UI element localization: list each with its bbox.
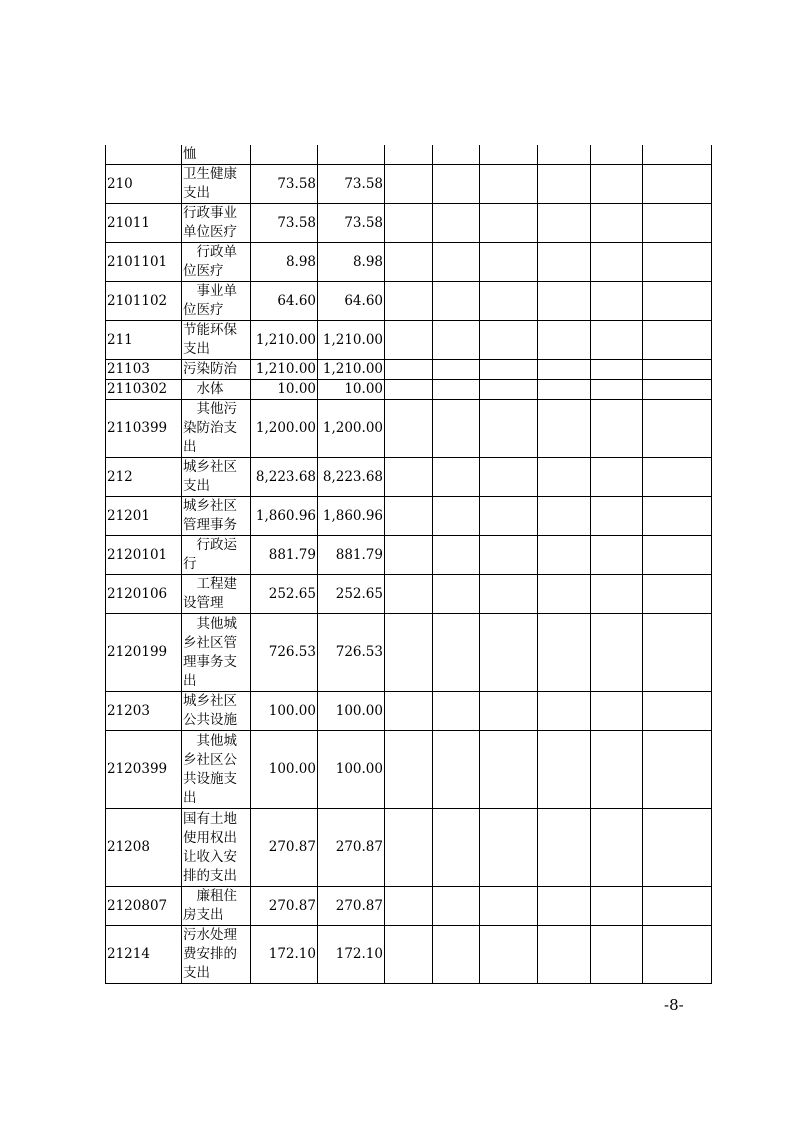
empty-cell [385, 204, 433, 243]
subject-code-cell: 2120199 [106, 614, 182, 692]
subject-code-cell: 210 [106, 165, 182, 204]
page-number: -8- [664, 996, 684, 1014]
table-row [106, 926, 712, 984]
empty-cell [591, 809, 643, 887]
empty-cell [643, 536, 712, 575]
empty-cell [538, 926, 591, 984]
subject-name-text: 水体 [183, 381, 224, 397]
empty-cell [385, 165, 433, 204]
empty-cell [591, 204, 643, 243]
empty-cell [480, 497, 538, 536]
empty-cell [480, 282, 538, 321]
subject-name-text: 事业单位医疗 [183, 283, 237, 318]
table-row [106, 809, 712, 887]
subject-name-cell [182, 887, 251, 926]
subject-code-cell: 21203 [106, 692, 182, 731]
empty-cell [643, 204, 712, 243]
empty-cell [433, 575, 480, 614]
subject-code-cell: 21103 [106, 360, 182, 380]
public-budget-amount-cell: 10.00 [318, 380, 385, 400]
empty-cell [538, 614, 591, 692]
table-row [106, 380, 712, 400]
empty-cell [538, 497, 591, 536]
empty-cell [385, 926, 433, 984]
total-amount-cell: 1,200.00 [251, 400, 318, 458]
empty-cell [538, 243, 591, 282]
subject-code-cell: 2120807 [106, 887, 182, 926]
empty-cell [591, 497, 643, 536]
empty-cell [591, 400, 643, 458]
empty-cell [433, 400, 480, 458]
public-budget-amount-cell: 270.87 [318, 887, 385, 926]
empty-cell [385, 282, 433, 321]
table-row [106, 360, 712, 380]
public-budget-amount-cell: 73.58 [318, 165, 385, 204]
total-amount-cell: 73.58 [251, 165, 318, 204]
empty-cell [385, 887, 433, 926]
subject-code-cell: 2101102 [106, 282, 182, 321]
public-budget-amount-cell: 1,210.00 [318, 321, 385, 360]
empty-cell [591, 536, 643, 575]
empty-cell [385, 400, 433, 458]
empty-cell [480, 321, 538, 360]
table-body [106, 145, 712, 984]
empty-cell [643, 243, 712, 282]
table-row [106, 204, 712, 243]
table-row [106, 282, 712, 321]
subject-name-text: 工程建设管理 [183, 576, 237, 611]
empty-cell [385, 692, 433, 731]
empty-cell [433, 731, 480, 809]
empty-cell [480, 575, 538, 614]
empty-cell [643, 282, 712, 321]
subject-name-cell [182, 614, 251, 692]
empty-cell [538, 400, 591, 458]
table-row [106, 321, 712, 360]
public-budget-amount-cell: 8.98 [318, 243, 385, 282]
total-amount-cell: 1,210.00 [251, 321, 318, 360]
empty-cell [538, 321, 591, 360]
empty-cell [538, 282, 591, 321]
empty-cell [433, 243, 480, 282]
total-amount-cell [251, 145, 318, 165]
empty-cell [643, 692, 712, 731]
budget-table [105, 145, 712, 984]
total-amount-cell: 881.79 [251, 536, 318, 575]
empty-cell [538, 145, 591, 165]
empty-cell [643, 926, 712, 984]
empty-cell [591, 321, 643, 360]
empty-cell [385, 731, 433, 809]
empty-cell [643, 497, 712, 536]
empty-cell [480, 926, 538, 984]
subject-code-cell: 2110302 [106, 380, 182, 400]
subject-name-text: 卫生健康支出 [183, 166, 237, 201]
empty-cell [433, 692, 480, 731]
subject-name-cell [182, 400, 251, 458]
empty-cell [385, 497, 433, 536]
empty-cell [385, 145, 433, 165]
empty-cell [480, 243, 538, 282]
empty-cell [538, 692, 591, 731]
public-budget-amount-cell: 100.00 [318, 692, 385, 731]
public-budget-amount-cell: 172.10 [318, 926, 385, 984]
empty-cell [385, 614, 433, 692]
subject-name-cell [182, 809, 251, 887]
subject-name-text: 城乡社区公共设施 [183, 693, 237, 728]
empty-cell [643, 145, 712, 165]
total-amount-cell: 270.87 [251, 887, 318, 926]
empty-cell [591, 282, 643, 321]
total-amount-cell: 172.10 [251, 926, 318, 984]
subject-name-cell [182, 243, 251, 282]
subject-name-cell [182, 536, 251, 575]
total-amount-cell: 8,223.68 [251, 458, 318, 497]
public-budget-amount-cell: 73.58 [318, 204, 385, 243]
empty-cell [538, 731, 591, 809]
subject-code-cell: 2110399 [106, 400, 182, 458]
empty-cell [643, 400, 712, 458]
subject-name-cell [182, 145, 251, 165]
empty-cell [480, 380, 538, 400]
empty-cell [433, 458, 480, 497]
subject-name-text: 行政事业单位医疗 [183, 205, 237, 240]
subject-code-cell: 211 [106, 321, 182, 360]
empty-cell [385, 360, 433, 380]
empty-cell [480, 145, 538, 165]
empty-cell [591, 887, 643, 926]
empty-cell [643, 731, 712, 809]
empty-cell [480, 536, 538, 575]
empty-cell [433, 145, 480, 165]
empty-cell [643, 165, 712, 204]
empty-cell [385, 536, 433, 575]
empty-cell [643, 360, 712, 380]
subject-name-cell [182, 380, 251, 400]
empty-cell [643, 809, 712, 887]
public-budget-amount-cell: 8,223.68 [318, 458, 385, 497]
subject-code-cell: 2120106 [106, 575, 182, 614]
table-row [106, 165, 712, 204]
table-row [106, 887, 712, 926]
empty-cell [538, 575, 591, 614]
empty-cell [385, 380, 433, 400]
empty-cell [591, 458, 643, 497]
empty-cell [480, 400, 538, 458]
public-budget-amount-cell: 1,860.96 [318, 497, 385, 536]
public-budget-amount-cell: 100.00 [318, 731, 385, 809]
subject-name-text: 恤 [183, 146, 197, 162]
empty-cell [643, 458, 712, 497]
empty-cell [591, 926, 643, 984]
table-row [106, 692, 712, 731]
empty-cell [480, 614, 538, 692]
subject-code-cell: 2101101 [106, 243, 182, 282]
table-row [106, 731, 712, 809]
empty-cell [433, 536, 480, 575]
empty-cell [385, 575, 433, 614]
table-row [106, 243, 712, 282]
empty-cell [643, 887, 712, 926]
total-amount-cell: 73.58 [251, 204, 318, 243]
subject-name-cell [182, 497, 251, 536]
empty-cell [591, 575, 643, 614]
empty-cell [433, 204, 480, 243]
empty-cell [591, 380, 643, 400]
total-amount-cell: 100.00 [251, 731, 318, 809]
total-amount-cell: 8.98 [251, 243, 318, 282]
empty-cell [643, 614, 712, 692]
empty-cell [643, 321, 712, 360]
empty-cell [643, 575, 712, 614]
empty-cell [433, 282, 480, 321]
empty-cell [538, 458, 591, 497]
empty-cell [591, 692, 643, 731]
public-budget-amount-cell: 1,210.00 [318, 360, 385, 380]
empty-cell [433, 321, 480, 360]
table-row [106, 575, 712, 614]
table-row [106, 497, 712, 536]
empty-cell [433, 614, 480, 692]
empty-cell [480, 809, 538, 887]
empty-cell [538, 360, 591, 380]
subject-code-cell: 21214 [106, 926, 182, 984]
subject-name-text: 污水处理费安排的支出 [183, 927, 237, 981]
total-amount-cell: 64.60 [251, 282, 318, 321]
empty-cell [591, 614, 643, 692]
empty-cell [385, 458, 433, 497]
empty-cell [591, 360, 643, 380]
subject-name-text: 其他城乡社区公共设施支出 [183, 732, 237, 806]
empty-cell [433, 380, 480, 400]
empty-cell [433, 360, 480, 380]
total-amount-cell: 10.00 [251, 380, 318, 400]
empty-cell [433, 809, 480, 887]
subject-name-cell [182, 282, 251, 321]
subject-code-cell: 21201 [106, 497, 182, 536]
subject-name-text: 污染防治 [183, 361, 237, 377]
subject-name-cell [182, 731, 251, 809]
empty-cell [385, 243, 433, 282]
subject-name-cell [182, 165, 251, 204]
table-row [106, 458, 712, 497]
empty-cell [591, 145, 643, 165]
public-budget-amount-cell: 1,200.00 [318, 400, 385, 458]
total-amount-cell: 1,210.00 [251, 360, 318, 380]
table-row [106, 400, 712, 458]
subject-code-cell: 21011 [106, 204, 182, 243]
empty-cell [385, 809, 433, 887]
public-budget-amount-cell: 881.79 [318, 536, 385, 575]
empty-cell [591, 731, 643, 809]
empty-cell [433, 926, 480, 984]
subject-name-text: 节能环保支出 [183, 322, 237, 357]
subject-name-cell [182, 458, 251, 497]
subject-name-text: 国有土地使用权出让收入安排的支出 [183, 810, 237, 884]
public-budget-amount-cell: 64.60 [318, 282, 385, 321]
subject-name-text: 行政单位医疗 [183, 244, 237, 279]
empty-cell [480, 731, 538, 809]
empty-cell [385, 321, 433, 360]
total-amount-cell: 252.65 [251, 575, 318, 614]
table-row [106, 536, 712, 575]
total-amount-cell: 270.87 [251, 809, 318, 887]
subject-name-cell [182, 360, 251, 380]
subject-name-text: 廉租住房支出 [183, 888, 237, 923]
public-budget-amount-cell: 726.53 [318, 614, 385, 692]
empty-cell [538, 887, 591, 926]
public-budget-amount-cell: 270.87 [318, 809, 385, 887]
subject-name-cell [182, 575, 251, 614]
subject-name-text: 行政运行 [183, 537, 237, 572]
empty-cell [480, 887, 538, 926]
subject-name-cell [182, 321, 251, 360]
subject-name-cell [182, 692, 251, 731]
empty-cell [643, 380, 712, 400]
empty-cell [538, 204, 591, 243]
subject-code-cell: 21208 [106, 809, 182, 887]
subject-name-text: 其他污染防治支出 [183, 401, 237, 455]
public-budget-amount-cell [318, 145, 385, 165]
empty-cell [480, 204, 538, 243]
public-budget-amount-cell: 252.65 [318, 575, 385, 614]
empty-cell [480, 360, 538, 380]
subject-name-cell [182, 926, 251, 984]
empty-cell [591, 165, 643, 204]
empty-cell [480, 458, 538, 497]
subject-code-cell: 2120399 [106, 731, 182, 809]
empty-cell [538, 380, 591, 400]
table-row [106, 614, 712, 692]
empty-cell [591, 243, 643, 282]
subject-name-text: 城乡社区管理事务 [183, 498, 237, 533]
total-amount-cell: 100.00 [251, 692, 318, 731]
total-amount-cell: 1,860.96 [251, 497, 318, 536]
empty-cell [538, 809, 591, 887]
subject-name-text: 城乡社区支出 [183, 459, 237, 494]
empty-cell [538, 165, 591, 204]
empty-cell [433, 497, 480, 536]
subject-name-cell [182, 204, 251, 243]
empty-cell [433, 165, 480, 204]
subject-code-cell: 2120101 [106, 536, 182, 575]
subject-name-text: 其他城乡社区管理事务支出 [183, 615, 237, 689]
empty-cell [480, 165, 538, 204]
empty-cell [538, 536, 591, 575]
table-row [106, 145, 712, 165]
subject-code-cell [106, 145, 182, 165]
subject-code-cell: 212 [106, 458, 182, 497]
total-amount-cell: 726.53 [251, 614, 318, 692]
empty-cell [480, 692, 538, 731]
empty-cell [433, 887, 480, 926]
